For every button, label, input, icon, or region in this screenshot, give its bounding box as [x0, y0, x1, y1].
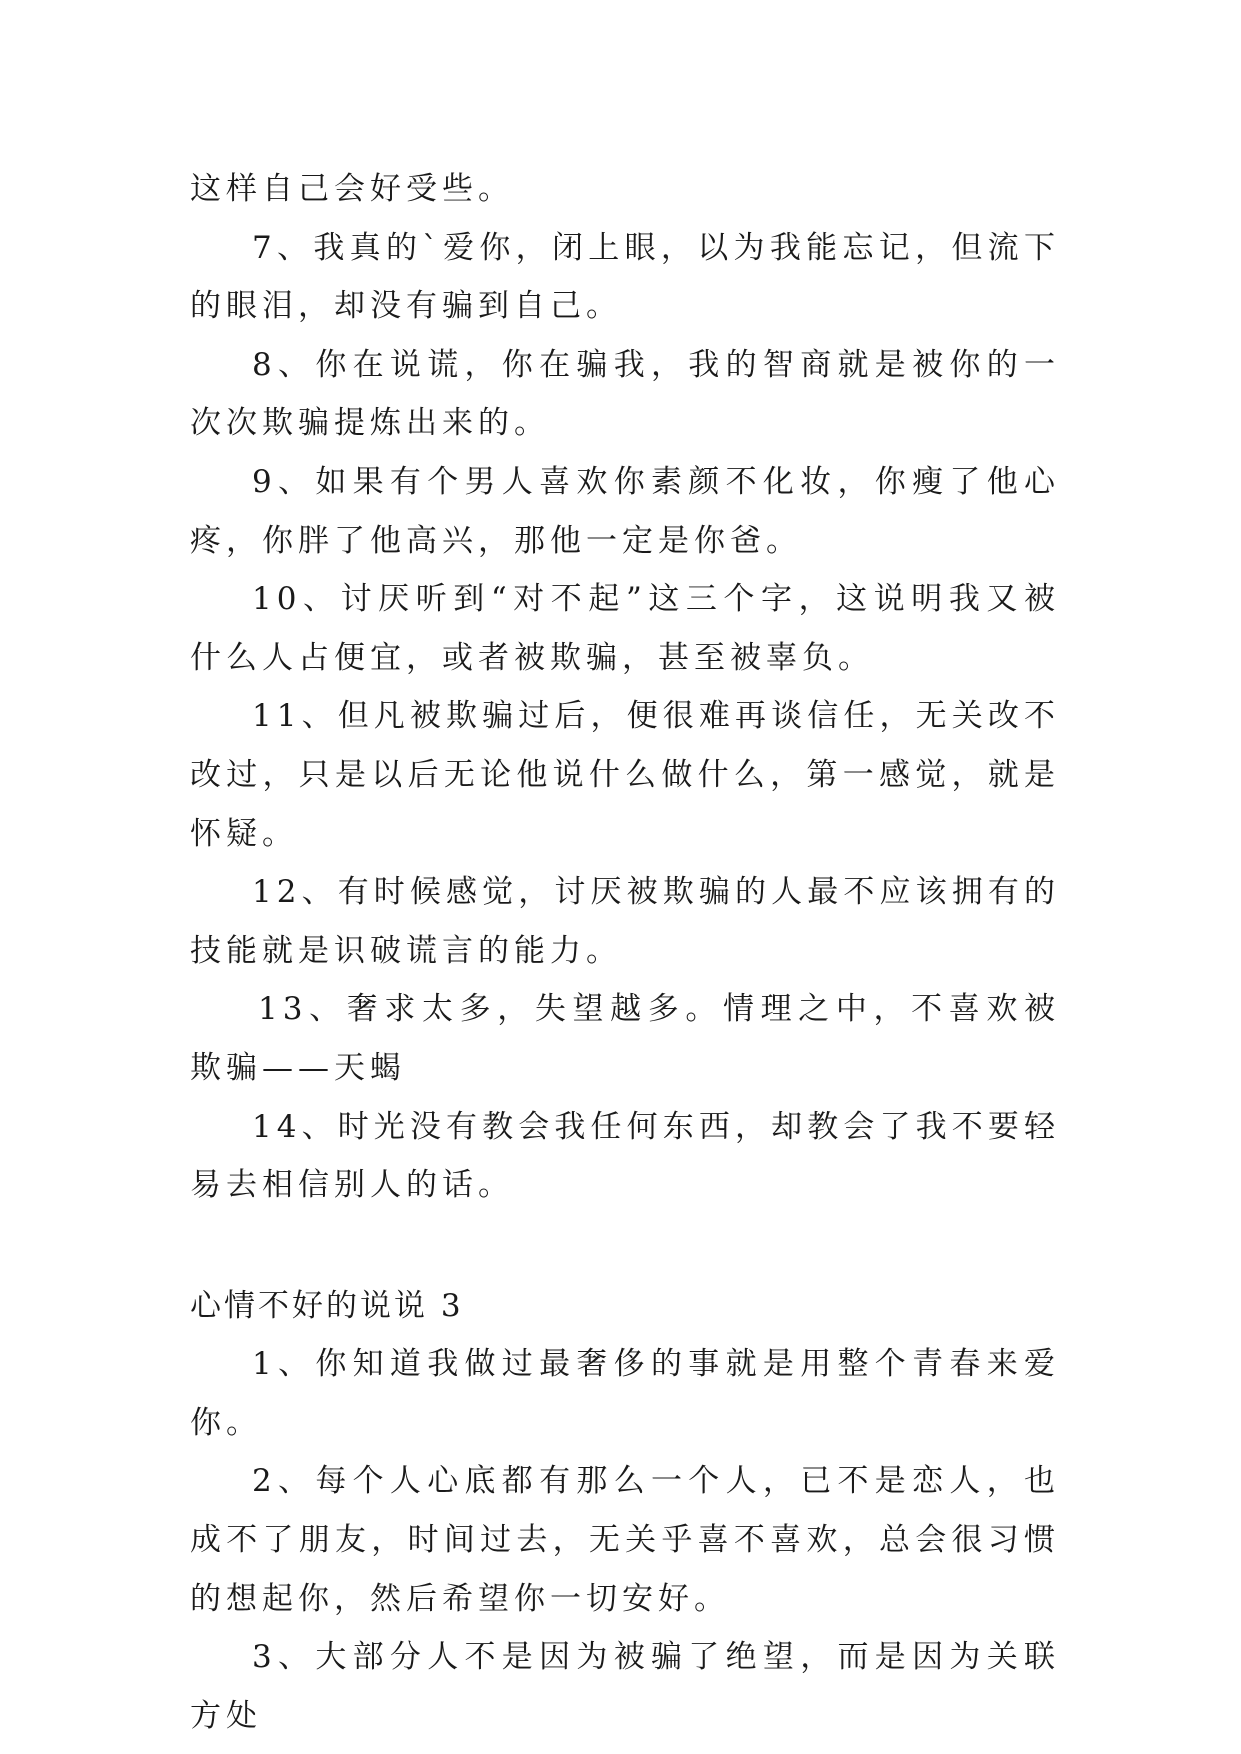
continuation-paragraph: 这样自己会好受些。: [190, 171, 514, 207]
list-item: 2、每个人心底都有那么一个人，已不是恋人，也成不了朋友，时间过去，无关乎喜不喜欢，总会很习惯的想起你，然后希望你一切安好。: [190, 1463, 1060, 1617]
list-item: 14、时光没有教会我任何东西，却教会了我不要轻易去相信别人的话。: [190, 1108, 1060, 1204]
list-item: 11、但凡被欺骗过后，便很难再谈信任，无关改不改过，只是以后无论他说什么做什么，第一感觉，就是怀疑。: [190, 698, 1060, 852]
list-item: 7、我真的`爱你，闭上眼，以为我能忘记，但流下的眼泪，却没有骗到自己。: [190, 229, 1060, 325]
section-spacer: [190, 1215, 1060, 1277]
list-item: 13、奢求太多，失望越多。情理之中，不喜欢被欺骗——天蝎: [190, 991, 1060, 1086]
list-item: 3、大部分人不是因为被骗了绝望，而是因为关联方处: [190, 1639, 1060, 1734]
section-heading: 心情不好的说说 3: [190, 1287, 464, 1324]
document-body: [190, 160, 1060, 1745]
list-item: 9、如果有个男人喜欢你素颜不化妆，你瘦了他心疼，你胖了他高兴，那他一定是你爸。: [190, 463, 1060, 559]
list-item: 10、讨厌听到“对不起”这三个字，这说明我又被什么人占便宜，或者被欺骗，甚至被辜负。: [190, 581, 1060, 676]
list-item: 1、你知道我做过最奢侈的事就是用整个青春来爱你。: [190, 1346, 1060, 1441]
list-item: 12、有时候感觉，讨厌被欺骗的人最不应该拥有的技能就是识破谎言的能力。: [190, 874, 1060, 969]
list-item: 8、你在说谎，你在骗我，我的智商就是被你的一次次欺骗提炼出来的。: [190, 346, 1060, 442]
